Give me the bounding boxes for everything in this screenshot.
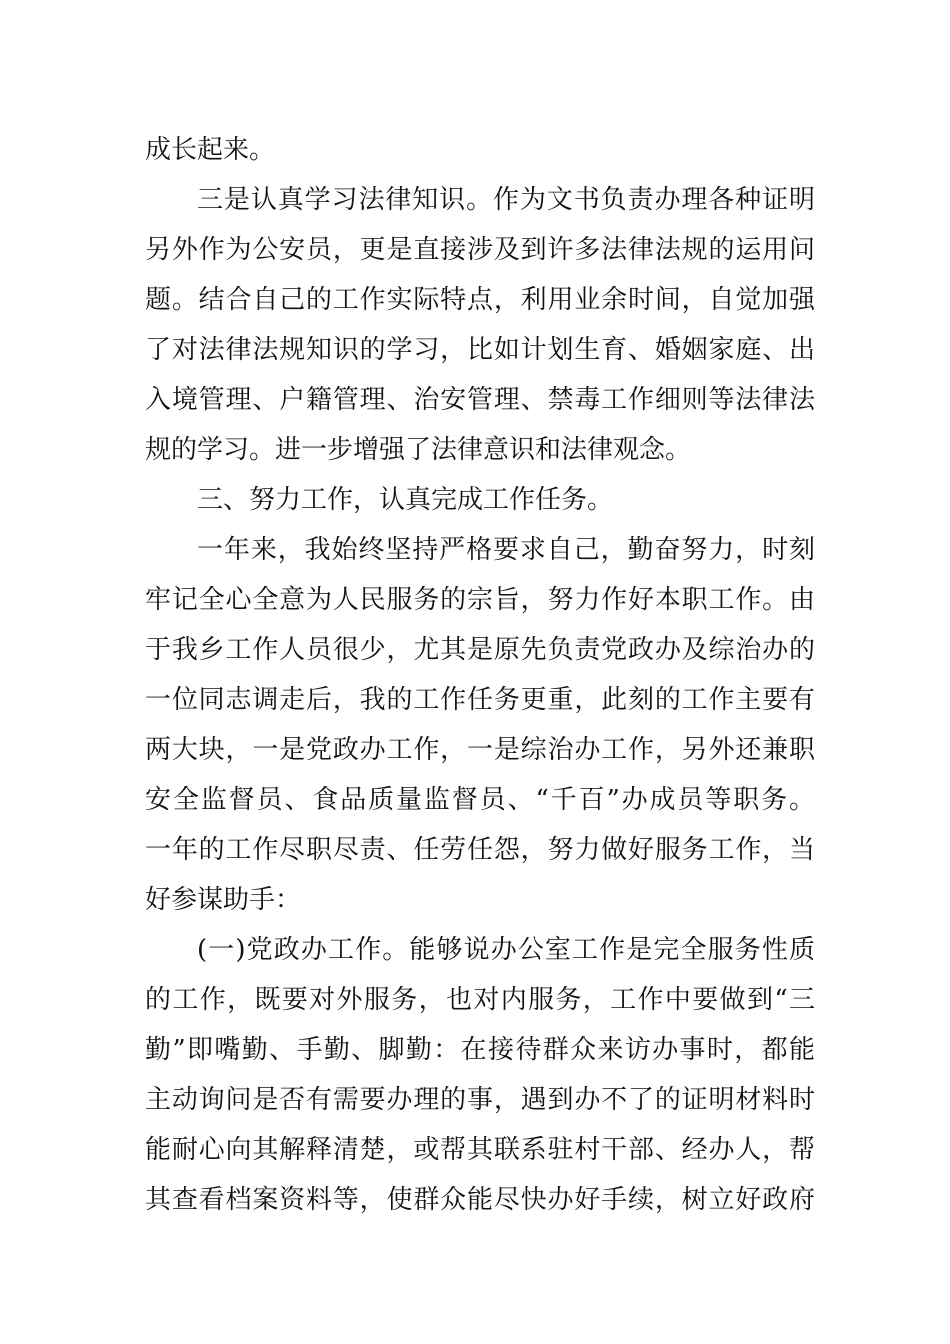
- text-line: 安全监督员、食品质量监督员、“千百”办成员等职务。: [145, 785, 815, 815]
- text-line: 于我乡工作人员很少，尤其是原先负责党政办及综治办的: [145, 635, 815, 665]
- text-line: 了对法律法规知识的学习，比如计划生育、婚姻家庭、出: [145, 335, 815, 365]
- text-line: (一)党政办工作。能够说办公室工作是完全服务性质: [197, 935, 815, 965]
- text-line: 勤”即嘴勤、手勤、脚勤：在接待群众来访办事时，都能: [145, 1035, 815, 1065]
- text-line: 的工作，既要对外服务，也对内服务，工作中要做到“三: [145, 985, 815, 1015]
- text-line: 牢记全心全意为人民服务的宗旨，努力作好本职工作。由: [145, 585, 815, 615]
- section-heading: 三、努力工作，认真完成工作任务。: [197, 485, 614, 515]
- text-line: 能耐心向其解释清楚，或帮其联系驻村干部、经办人，帮: [145, 1135, 815, 1165]
- text-line: 题。结合自己的工作实际特点，利用业余时间，自觉加强: [145, 285, 815, 315]
- text-line: 其查看档案资料等，使群众能尽快办好手续，树立好政府: [145, 1185, 815, 1215]
- text-line: 一位同志调走后，我的工作任务更重，此刻的工作主要有: [145, 685, 815, 715]
- text-line: 好参谋助手：: [145, 885, 302, 915]
- text-line: 一年的工作尽职尽责、任劳任怨，努力做好服务工作，当: [145, 835, 815, 865]
- text-line: 规的学习。进一步增强了法律意识和法律观念。: [145, 435, 692, 465]
- text-line: 一年来，我始终坚持严格要求自己，勤奋努力，时刻: [197, 535, 815, 565]
- text-line: 三是认真学习法律知识。作为文书负责办理各种证明: [197, 185, 815, 215]
- text-line: 主动询问是否有需要办理的事，遇到办不了的证明材料时: [145, 1085, 815, 1115]
- text-line: 两大块，一是党政办工作，一是综治办工作，另外还兼职: [145, 735, 815, 765]
- text-line: 另外作为公安员，更是直接涉及到许多法律法规的运用问: [145, 235, 815, 265]
- text-line: 入境管理、户籍管理、治安管理、禁毒工作细则等法律法: [145, 385, 815, 415]
- text-line: 成长起来。: [145, 135, 276, 165]
